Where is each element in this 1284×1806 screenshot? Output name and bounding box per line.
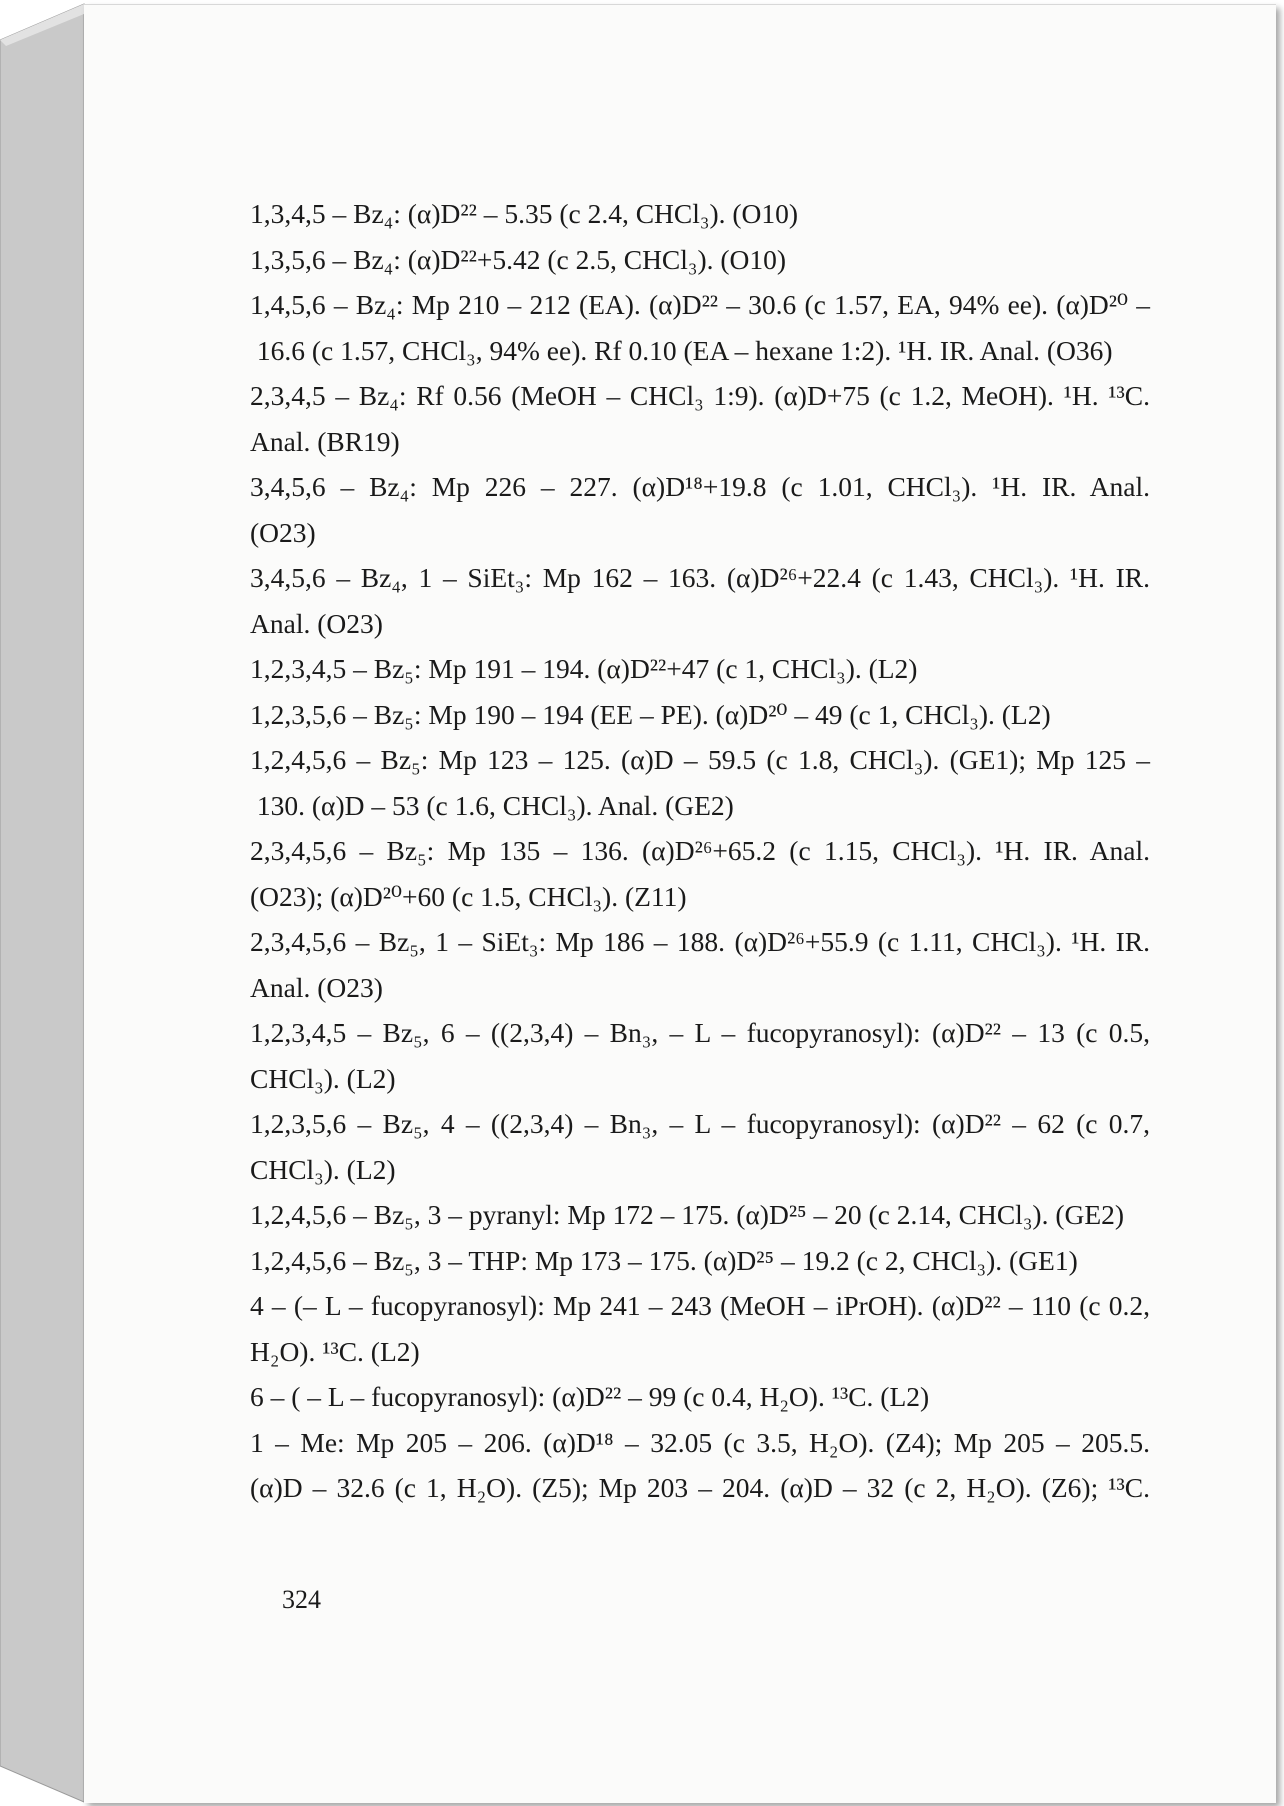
text-line: 2,3,4,5 – Bz₄: Rf 0.56 (MeOH – CHCl₃ 1:9). (α)D+75 (c 1.2, MeOH). ¹H. ¹³C.: [250, 380, 1150, 411]
book-page: [84, 4, 1276, 1803]
text-line: 3,4,5,6 – Bz₄, 1 – SiEt₃: Mp 162 – 163. (α)D²⁶+22.4 (c 1.43, CHCl₃). ¹H. IR.: [250, 562, 1150, 593]
text-line: 1,2,3,5,6 – Bz₅: Mp 190 – 194 (EE – PE). (α)D²⁰ – 49 (c 1, CHCl₃). (L2): [250, 698, 1051, 730]
text-line: Anal. (O23): [250, 607, 383, 639]
text-line: (O23): [250, 516, 316, 548]
text-line: 1,3,4,5 – Bz₄: (α)D²² – 5.35 (c 2.4, CHCl₃). (O10): [250, 198, 799, 229]
text-line: 1,2,3,5,6 – Bz₅, 4 – ((2,3,4) – Bn₃, – L – fucopyranosyl): (α)D²² – 62 (c 0.7,: [250, 1108, 1150, 1139]
text-line: 1,2,4,5,6 – Bz₅: Mp 123 – 125. (α)D – 59.5 (c 1.8, CHCl₃). (GE1); Mp 125 –: [250, 744, 1150, 775]
text-line: 1,4,5,6 – Bz₄: Mp 210 – 212 (EA). (α)D²² – 30.6 (c 1.57, EA, 94% ee). (α)D²⁰ –: [250, 289, 1150, 320]
text-line: (O23); (α)D²⁰+60 (c 1.5, CHCl₃). (Z11): [250, 880, 687, 912]
text-line: Anal. (BR19): [250, 425, 400, 457]
text-line: 1,2,3,4,5 – Bz₅, 6 – ((2,3,4) – Bn₃, – L – fucopyranosyl): (α)D²² – 13 (c 0.5,: [250, 1017, 1150, 1048]
page-text-block: [250, 191, 1150, 1511]
page-number: 324: [282, 1585, 321, 1614]
text-line: 130. (α)D – 53 (c 1.6, CHCl₃). Anal. (GE2): [250, 789, 734, 821]
text-line: CHCl₃). (L2): [250, 1062, 396, 1094]
text-line: 1,2,3,4,5 – Bz₅: Mp 191 – 194. (α)D²²+47 (c 1, CHCl₃). (L2): [250, 653, 918, 684]
text-line: H₂O). ¹³C. (L2): [250, 1335, 420, 1367]
text-line: (α)D – 32.6 (c 1, H₂O). (Z5); Mp 203 – 204. (α)D – 32 (c 2, H₂O). (Z6); ¹³C.: [250, 1472, 1150, 1503]
text-line: 2,3,4,5,6 – Bz₅, 1 – SiEt₃: Mp 186 – 188. (α)D²⁶+55.9 (c 1.11, CHCl₃). ¹H. IR.: [250, 926, 1150, 957]
text-line: 1,3,5,6 – Bz₄: (α)D²²+5.42 (c 2.5, CHCl₃). (O10): [250, 243, 787, 275]
text-line: 1 – Me: Mp 205 – 206. (α)D¹⁸ – 32.05 (c 3.5, H₂O). (Z4); Mp 205 – 205.5.: [250, 1426, 1150, 1458]
text-line: 3,4,5,6 – Bz₄: Mp 226 – 227. (α)D¹⁸+19.8 (c 1.01, CHCl₃). ¹H. IR. Anal.: [250, 471, 1150, 502]
text-line: 2,3,4,5,6 – Bz₅: Mp 135 – 136. (α)D²⁶+65.2 (c 1.15, CHCl₃). ¹H. IR. Anal.: [250, 835, 1150, 866]
text-line: 4 – (– L – fucopyranosyl): Mp 241 – 243 (MeOH – iPrOH). (α)D²² – 110 (c 0.2,: [250, 1290, 1150, 1321]
text-line: Anal. (O23): [250, 971, 383, 1003]
text-line: 6 – ( – L – fucopyranosyl): (α)D²² – 99 (c 0.4, H₂O). ¹³C. (L2): [250, 1381, 930, 1412]
text-line: CHCl₃). (L2): [250, 1153, 396, 1185]
text-line: 16.6 (c 1.57, CHCl₃, 94% ee). Rf 0.10 (EA – hexane 1:2). ¹H. IR. Anal. (O36): [250, 334, 1113, 366]
text-line: 1,2,4,5,6 – Bz₅, 3 – THP: Mp 173 – 175. (α)D²⁵ – 19.2 (c 2, CHCl₃). (GE1): [250, 1244, 1078, 1276]
text-line: 1,2,4,5,6 – Bz₅, 3 – pyranyl: Mp 172 – 175. (α)D²⁵ – 20 (c 2.14, CHCl₃). (GE2): [250, 1199, 1125, 1230]
